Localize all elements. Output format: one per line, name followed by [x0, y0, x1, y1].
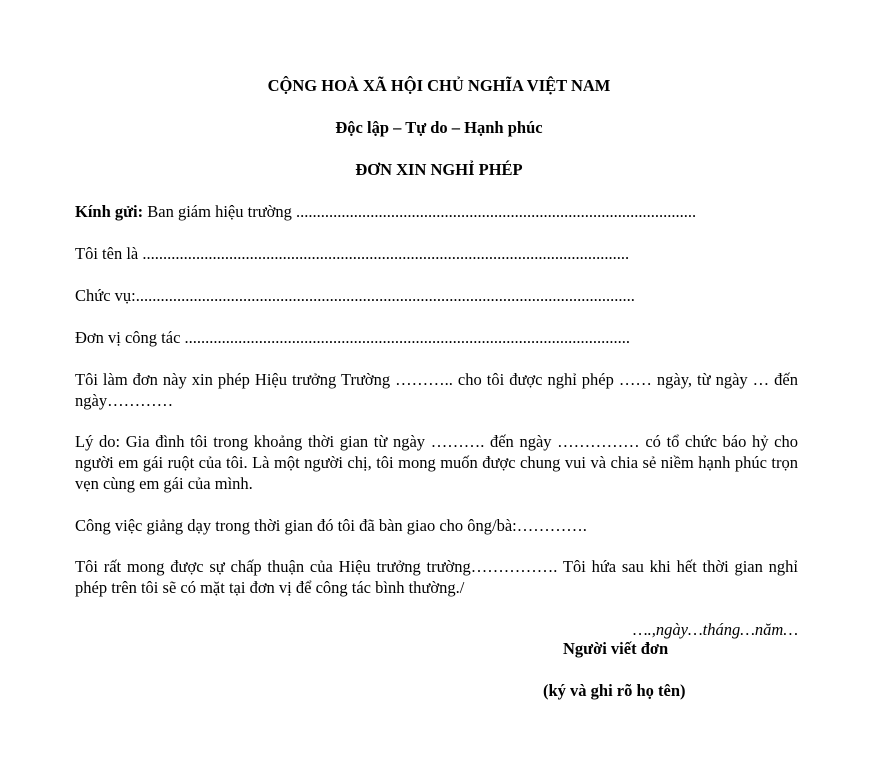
signer-title: Người viết đơn — [563, 639, 669, 658]
position-line: Chức vụ:......................................................................................................................... — [75, 286, 635, 305]
unit-line: Đơn vị công tác ............................................................................................................ — [75, 328, 631, 347]
signer-note: (ký và ghi rõ họ tên) — [543, 681, 686, 700]
recipient-label: Kính gửi: — [75, 202, 144, 221]
handover-paragraph: Công việc giảng dạy trong thời gian đó tôi đã bàn giao cho ông/bà:…………. — [75, 516, 587, 535]
name-line: Tôi tên là ...................................................................................................................... — [75, 244, 630, 263]
request-paragraph: Tôi làm đơn này xin phép Hiệu trưởng Trường ……….. cho tôi được nghỉ phép …… ngày, từ ngày … đến ngày………… — [75, 370, 798, 410]
commitment-paragraph: Tôi rất mong được sự chấp thuận của Hiệu trưởng trường……………. Tôi hứa sau khi hết thời gian nghỉ phép trên tôi sẽ có mặt tại đơn vị để công tác bình thường./ — [75, 557, 798, 597]
recipient-text: Ban giám hiệu trường ................................................................................................. — [143, 202, 697, 221]
date-line: ….,ngày…tháng…năm… — [632, 620, 798, 639]
reason-paragraph: Lý do: Gia đình tôi trong khoảng thời gian từ ngày ………. đến ngày …………… có tổ chức báo hỷ cho người em gái ruột của tôi. Là một người chị, tôi mong muốn được chung vui và chia sẻ niềm hạnh phúc trọn vẹn cùng em gái của mình. — [75, 432, 798, 493]
country-header: CỘNG HOÀ XÃ HỘI CHỦ NGHĨA VIỆT NAM — [267, 76, 611, 95]
document-title: ĐƠN XIN NGHỈ PHÉP — [355, 160, 523, 179]
motto: Độc lập – Tự do – Hạnh phúc — [335, 118, 543, 137]
recipient-line — [75, 202, 696, 222]
